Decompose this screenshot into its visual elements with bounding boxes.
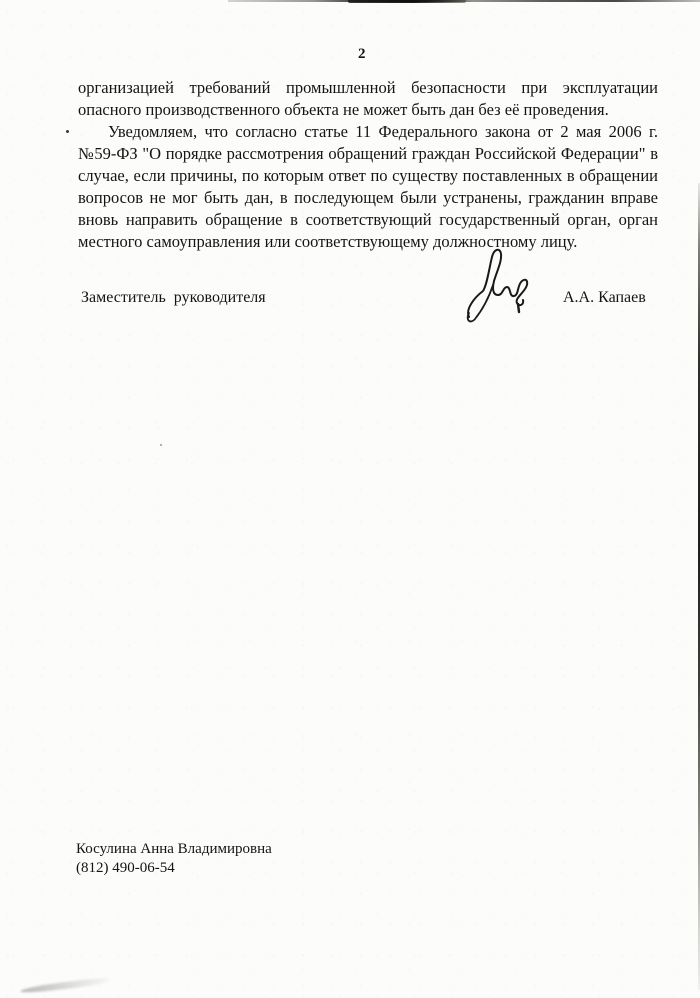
executor-block [76, 840, 272, 877]
body-text-line: вновь направить обращение в соответствующий государственный орган, орган [78, 210, 658, 229]
ink-speck-left-margin [66, 130, 69, 133]
ink-speck-middle [160, 444, 162, 446]
executor-name: Косулина Анна Владимировна [76, 841, 272, 857]
paragraph [78, 77, 658, 121]
body-text-line: организацией требований промышленной безопасности при эксплуатации [78, 78, 658, 97]
body-text-line: опасного производственного объекта не может быть дан без её проведения. [78, 100, 609, 119]
page-number: 2 [358, 46, 366, 62]
body-text-line: №59-ФЗ "О порядке рассмотрения обращений граждан Российской Федерации" в [78, 144, 658, 163]
executor-phone: (812) 490-06-54 [76, 859, 175, 876]
scan-smudge-bottom-left [20, 977, 110, 995]
letter-body [78, 77, 658, 253]
signer-name: А.А. Капаев [563, 289, 646, 306]
signer-job-title: Заместитель руководителя [81, 289, 266, 306]
body-text-line: вопросов не мог быть дан, в последующем были устранены, гражданин вправе [78, 188, 658, 207]
body-text-line: случае, если причины, по которым ответ по существу поставленных в обращении [78, 166, 658, 185]
handwritten-signature-icon [459, 245, 535, 333]
paragraph [78, 121, 658, 253]
scan-artifact-top-edge-dark-segment [348, 0, 466, 3]
body-text-line: Уведомляем, что согласно статье 11 Федерального закона от 2 мая 2006 г. [108, 122, 658, 141]
body-text-line: местного самоуправления или соответствующему должностному лицу. [78, 232, 578, 251]
